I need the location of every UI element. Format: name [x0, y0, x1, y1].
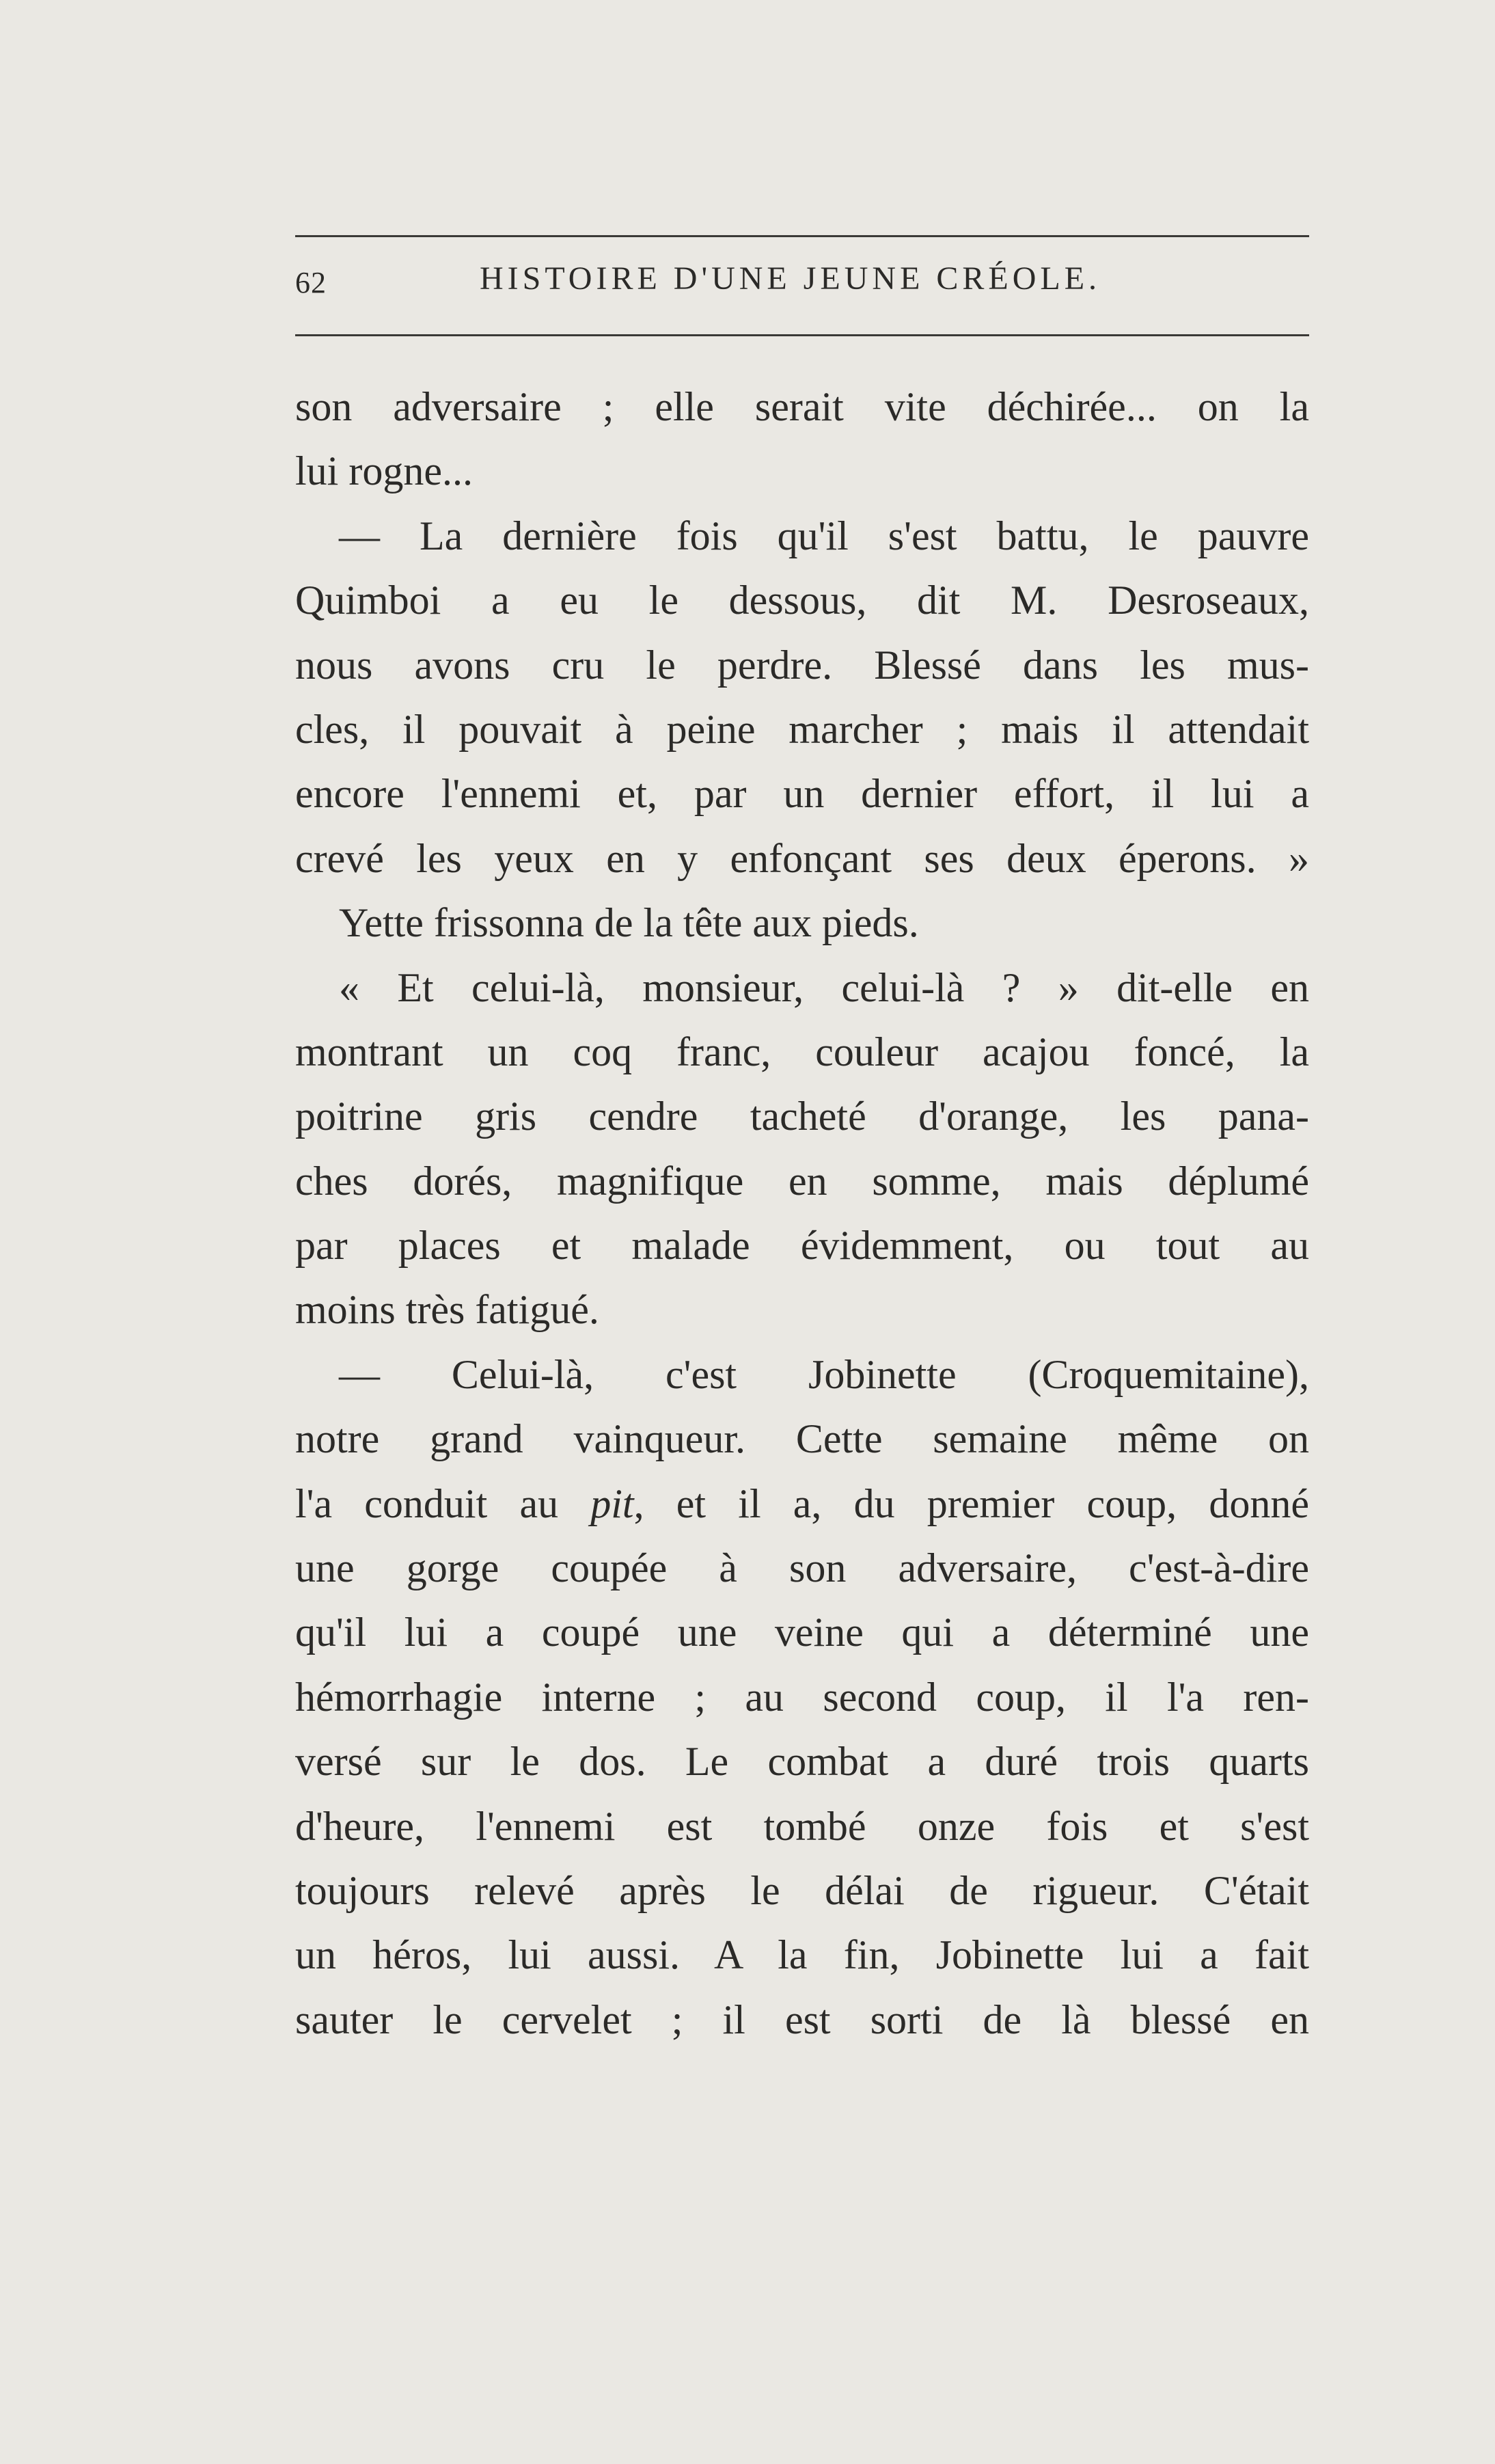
text-line: d'heure, l'ennemi est tombé onze fois et s'est	[295, 1803, 1309, 1849]
text-line: versé sur le dos. Le combat a duré trois quarts	[295, 1739, 1309, 1785]
text-line: cles, il pouvait à peine marcher ; mais il attendait	[295, 706, 1309, 752]
text-line: crevé les yeux en y enfonçant ses deux éperons. »	[295, 835, 1309, 881]
text-line: encore l'ennemi et, par un dernier effort, il lui a	[295, 771, 1309, 817]
text-line: l'a conduit au pit, et il a, du premier coup, donné	[295, 1480, 1309, 1526]
page-number: 62	[295, 266, 327, 299]
text-line: Quimboi a eu le dessous, dit M. Desroseaux,	[295, 578, 1309, 623]
text-line: une gorge coupée à son adversaire, c'est-à-dire	[295, 1545, 1309, 1591]
text-line: par places et malade évidemment, ou tout au	[295, 1223, 1309, 1269]
text-line: son adversaire ; elle serait vite déchirée... on la	[295, 384, 1309, 429]
text-line: — Celui-là, c'est Jobinette (Croquemitaine),	[339, 1351, 1309, 1397]
text-line: lui rogne...	[295, 448, 473, 494]
header-top-rule	[295, 235, 1309, 237]
text-line: montrant un coq franc, couleur acajou foncé, la	[295, 1029, 1309, 1074]
text-line: « Et celui-là, monsieur, celui-là ? » dit-elle en	[339, 964, 1309, 1010]
running-title: HISTOIRE D'UNE JEUNE CRÉOLE.	[480, 260, 1101, 297]
text-line: toujours relevé après le délai de rigueur. C'était	[295, 1867, 1309, 1913]
text-line: moins très fatigué.	[295, 1287, 599, 1333]
text-line: sauter le cervelet ; il est sorti de là blessé en	[295, 1996, 1309, 2042]
body-text	[295, 375, 1309, 2052]
text-line: notre grand vainqueur. Cette semaine même on	[295, 1416, 1309, 1462]
running-header	[295, 260, 1309, 314]
text-line: hémorrhagie interne ; au second coup, il l'a ren-	[295, 1674, 1309, 1720]
text-line: ches dorés, magnifique en somme, mais déplumé	[295, 1158, 1309, 1204]
text-line: — La dernière fois qu'il s'est battu, le pauvre	[339, 513, 1309, 558]
text-line: un héros, lui aussi. A la fin, Jobinette lui a fait	[295, 1932, 1309, 1978]
text-line: nous avons cru le perdre. Blessé dans les mus-	[295, 642, 1309, 688]
text-line: poitrine gris cendre tacheté d'orange, les pana-	[295, 1094, 1309, 1139]
text-line: qu'il lui a coupé une veine qui a déterminé une	[295, 1610, 1309, 1655]
header-bottom-rule	[295, 334, 1309, 336]
text-line: Yette frissonna de la tête aux pieds.	[339, 900, 919, 946]
italic-word: pit	[590, 1480, 634, 1526]
